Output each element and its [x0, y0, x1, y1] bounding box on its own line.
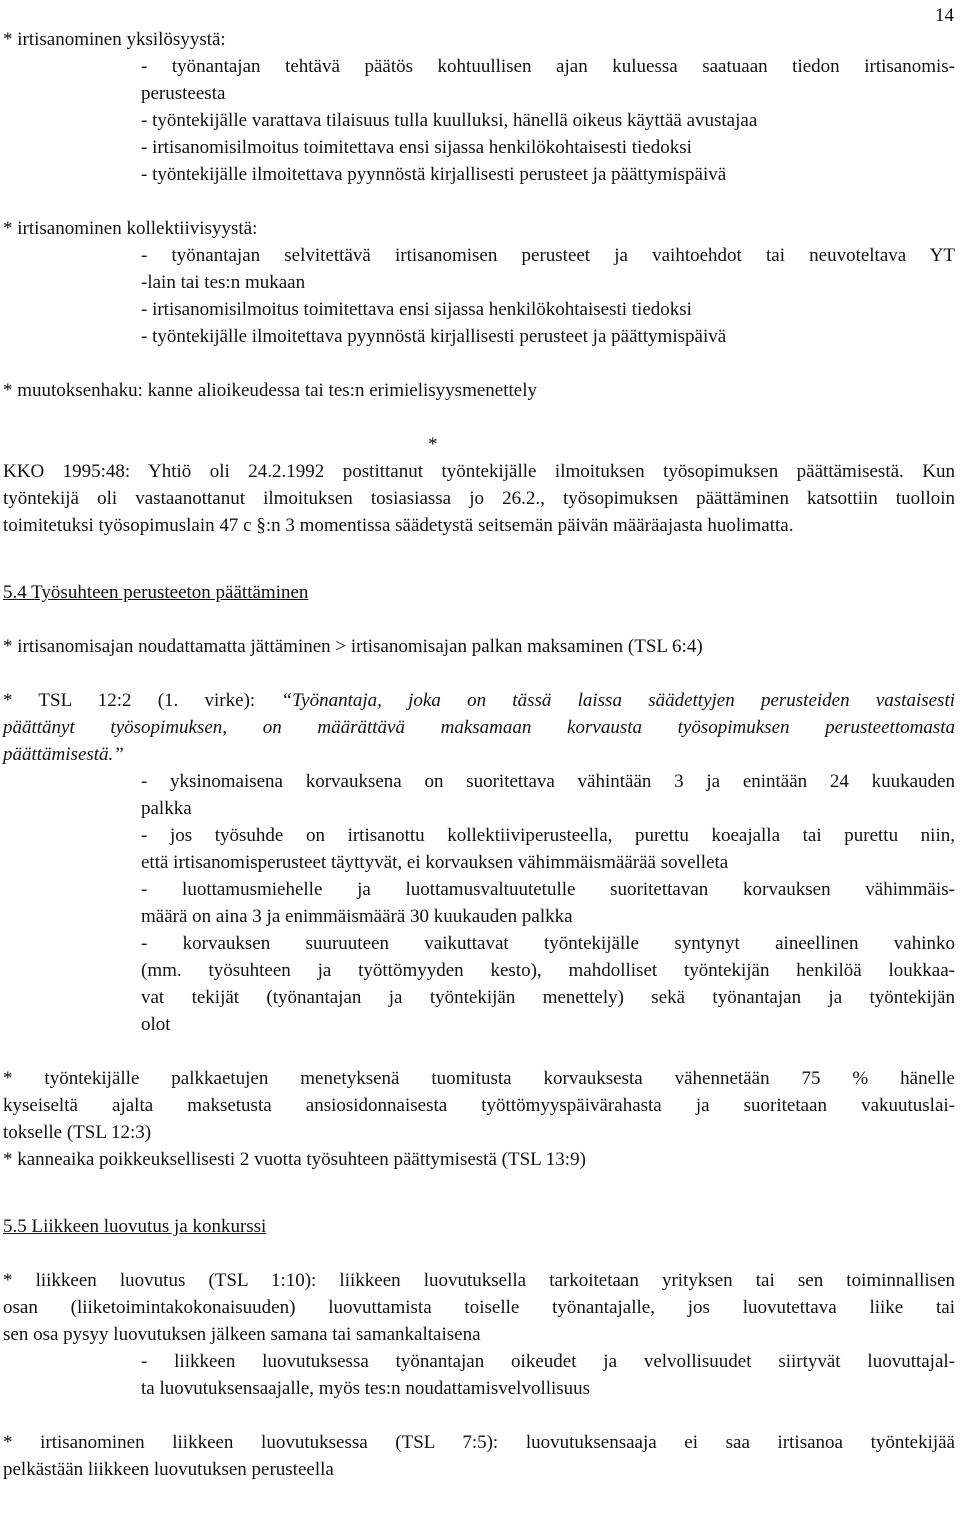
spacer	[3, 1173, 955, 1213]
spacer	[3, 539, 955, 579]
bullet-subitem: - irtisanomisilmoitus toimitettava ensi sijassa henkilökohtaisesti tiedoksi	[141, 137, 692, 158]
bullet-subitem: - jos työsuhde on irtisanottu kollektiiviperusteella, purettu koeajalla tai purettu niin,	[141, 825, 955, 846]
text-line: KKO 1995:48: Yhtiö oli 24.2.1992 postittanut työntekijälle ilmoituksen työsopimuksen päättämisestä. Kun	[3, 461, 955, 482]
bullet-subitem: - työntekijälle ilmoitettava pyynnöstä kirjallisesti perusteet ja päättymispäivä	[141, 326, 727, 347]
bullet-subitem: määrä on aina 3 ja enimmäismäärä 30 kuukauden palkka	[141, 906, 573, 927]
bullet-subitem: - työnantajan selvitettävä irtisanomisen perusteet ja vaihtoehdot tai neuvoteltava YT	[141, 245, 955, 266]
quote-line	[3, 741, 955, 768]
spacer	[3, 1402, 955, 1429]
bullet-subitem: vat tekijät (työnantajan ja työntekijän menettely) sekä työnantajan ja työntekijän	[141, 987, 955, 1008]
text-line: * irtisanominen yksilösyystä:	[3, 29, 226, 50]
bullet-subitem: - yksinomaisena korvauksena on suoritettava vähintään 3 ja enintään 24 kuukauden	[141, 771, 955, 792]
bullet-subitem: - työntekijälle ilmoitettava pyynnöstä kirjallisesti perusteet ja päättymispäivä	[141, 164, 727, 185]
spacer	[3, 606, 955, 633]
spacer	[3, 350, 955, 377]
text-line: * irtisanominen kollektiivisyystä:	[3, 218, 258, 239]
text-line: * työntekijälle palkkaetujen menetyksenä tuomitusta korvauksesta vähennetään 75 % hänelle	[3, 1068, 955, 1089]
spacer	[3, 1038, 955, 1065]
bullet-subitem: - työntekijälle varattava tilaisuus tulla kuulluksi, hänellä oikeus käyttää avustajaa	[141, 110, 758, 131]
quote-prefix: * TSL 12:2 (1. virke):	[3, 690, 282, 711]
quote-text: päättänyt työsopimuksen, on määrättävä maksamaan korvausta työsopimuksen perusteettomasta	[3, 717, 955, 738]
bullet-subitem: perusteesta	[141, 83, 226, 104]
text-line: * muutoksenhaku: kanne alioikeudessa tai tes:n erimielisyysmenettely	[3, 380, 537, 401]
text-line: * irtisanominen liikkeen luovutuksessa (TSL 7:5): luovutuksensaaja ei saa irtisanoa työntekijää	[3, 1432, 955, 1453]
text-line: * irtisanomisajan noudattamatta jättäminen > irtisanomisajan palkan maksaminen (TSL 6:4)	[3, 636, 703, 657]
bullet-subitem: - luottamusmiehelle ja luottamusvaltuutetulle suoritettavan korvauksen vähimmäis-	[141, 879, 955, 900]
text-line: osan (liiketoimintakokonaisuuden) luovuttamista toiselle työnantajalle, jos luovutettava liike tai	[3, 1297, 955, 1318]
bullet-subitem: (mm. työsuhteen ja työttömyyden kesto), mahdolliset työntekijän henkilöä loukkaa-	[141, 960, 955, 981]
text-line: * kanneaika poikkeuksellisesti 2 vuotta työsuhteen päättymisestä (TSL 13:9)	[3, 1149, 586, 1170]
quote-text: “Työnantaja, joka on tässä laissa säädettyjen perusteiden vastaisesti	[281, 690, 955, 711]
document-body	[3, 26, 955, 1483]
page-number: 14	[935, 5, 954, 26]
bullet-subitem: ta luovutuksensaajalle, myös tes:n noudattamisvelvollisuus	[141, 1378, 591, 1399]
section-heading-text: 5.5 Liikkeen luovutus ja konkurssi	[3, 1216, 267, 1237]
quote-text: päättämisestä.”	[3, 744, 124, 765]
separator-star: *	[428, 434, 438, 455]
bullet-subitem: - irtisanomisilmoitus toimitettava ensi sijassa henkilökohtaisesti tiedoksi	[141, 299, 692, 320]
spacer	[3, 188, 955, 215]
text-line: tokselle (TSL 12:3)	[3, 1122, 152, 1143]
bullet-subitem: -lain tai tes:n mukaan	[141, 272, 306, 293]
text-line: * liikkeen luovutus (TSL 1:10): liikkeen luovutuksella tarkoitetaan yrityksen tai sen toiminnallisen	[3, 1270, 955, 1291]
section-heading	[3, 1213, 955, 1240]
spacer	[3, 1240, 955, 1267]
bullet-subitem: - liikkeen luovutuksessa työnantajan oikeudet ja velvollisuudet siirtyvät luovuttajal-	[141, 1351, 955, 1372]
spacer	[3, 660, 955, 687]
text-line: pelkästään liikkeen luovutuksen perusteella	[3, 1459, 334, 1480]
bullet-subitem: - työnantajan tehtävä päätös kohtuullisen ajan kuluessa saatuaan tiedon irtisanomis-	[141, 56, 955, 77]
quote-line	[3, 687, 955, 714]
bullet-subitem: että irtisanomisperusteet täyttyvät, ei korvauksen vähimmäismäärää sovelleta	[141, 852, 729, 873]
text-line: toimitetuksi työsopimuslain 47 c §:n 3 momentissa säädetystä seitsemän päivän määräajasta huolimatta.	[3, 515, 794, 536]
bullet-subitem: - korvauksen suuruuteen vaikuttavat työntekijälle syntynyt aineellinen vahinko	[141, 933, 955, 954]
text-line: sen osa pysyy luovutuksen jälkeen samana tai samankaltaisena	[3, 1324, 481, 1345]
section-heading-text: 5.4 Työsuhteen perusteeton päättäminen	[3, 582, 309, 603]
text-line: kyseiseltä ajalta maksetusta ansiosidonnaisesta työttömyyspäivärahasta ja suoritetaan vakuutuslai-	[3, 1095, 955, 1116]
spacer	[3, 404, 955, 431]
section-heading	[3, 579, 955, 606]
text-line: työntekijä oli vastaanottanut ilmoituksen tosiasiassa jo 26.2., työsopimuksen päättäminen katsottiin tuolloin	[3, 488, 955, 509]
bullet-subitem: palkka	[141, 798, 192, 819]
bullet-subitem: olot	[141, 1014, 171, 1035]
quote-line	[3, 714, 955, 741]
